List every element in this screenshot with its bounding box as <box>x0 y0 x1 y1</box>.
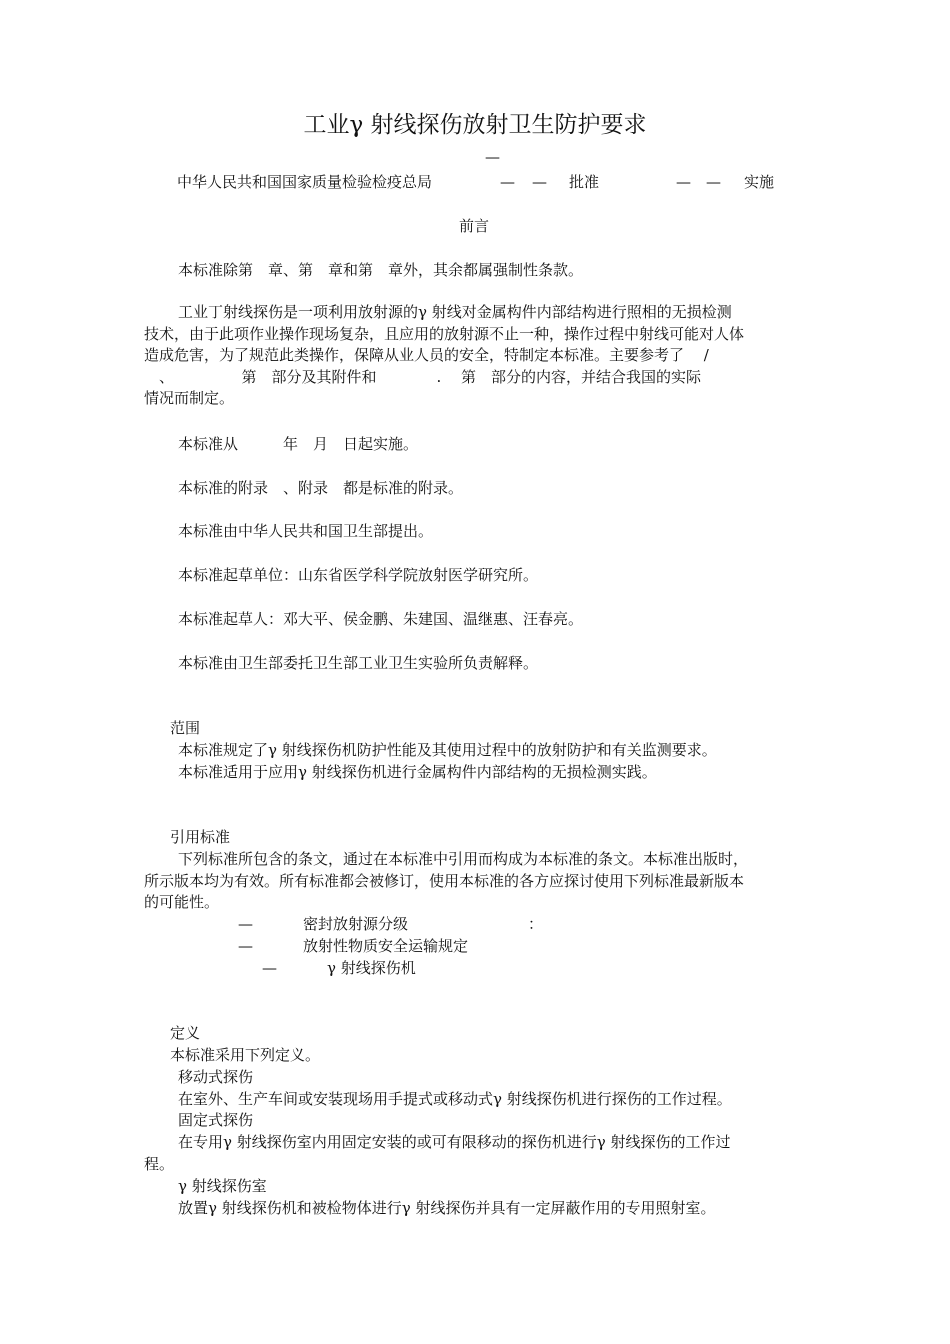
definition-term-2: 固定式探伤 <box>178 1111 254 1129</box>
definition-text-2-continued: 程。 <box>144 1155 175 1173</box>
issue-date-dash-1: — <box>500 173 515 191</box>
preface-paragraph-7: 本标准起草人：邓大平、侯金鹏、朱建国、温继惠、汪春亮。 <box>178 610 584 628</box>
scope-line-1: 本标准规定了γ 射线探伤机防护性能及其使用过程中的放射防护和有关监测要求。 <box>178 741 717 759</box>
paragraph-line: 下列标准所包含的条文，通过在本标准中引用而构成为本标准的条文。本标准出版时， <box>178 850 749 868</box>
preface-paragraph-3: 本标准从 年 月 日起实施。 <box>178 435 419 453</box>
paragraph-line: 技术，由于此项作业操作现场复杂，且应用的放射源不止一种，操作过程中射线可能对人体 <box>144 324 745 343</box>
approve-label: 批准 <box>569 173 600 191</box>
impl-date-dash-2: — <box>706 173 721 191</box>
definitions-heading: 定义 <box>170 1024 201 1042</box>
preface-paragraph-6: 本标准起草单位：山东省医学科学院放射医学研究所。 <box>178 566 539 584</box>
reference-item-dash: — <box>238 937 253 955</box>
preface-paragraph-2 <box>144 302 808 410</box>
paragraph-line: 、 第 部分及其附件和 . 第 部分的内容，并结合我国的实际 <box>144 367 702 386</box>
paragraph-line: 情况而制定。 <box>144 389 235 407</box>
reference-item-dash: — <box>262 959 277 977</box>
preface-heading: 前言 <box>459 217 490 235</box>
paragraph-line: 的可能性。 <box>144 893 220 911</box>
document-title: 工业γ 射线探伤放射卫生防护要求 <box>303 112 647 138</box>
impl-date-dash-1: — <box>676 173 691 191</box>
definition-text-1: 在室外、生产车间或安装现场用手提式或移动式γ 射线探伤机进行探伤的工作过程。 <box>178 1090 732 1108</box>
preface-paragraph-5: 本标准由中华人民共和国卫生部提出。 <box>178 522 434 540</box>
issuer-org: 中华人民共和国国家质量检验检疫总局 <box>177 173 433 191</box>
paragraph-line: 工业丁射线探伤是一项利用放射源的γ 射线对金属构件内部结构进行照相的无损检测 <box>178 303 732 321</box>
preface-paragraph-8: 本标准由卫生部委托卫生部工业卫生实验所负责解释。 <box>178 654 539 672</box>
reference-item-title: γ 射线探伤机 <box>327 959 416 977</box>
paragraph-line: 造成危害，为了规范此类操作，保障从业人员的安全，特制定本标准。主要参考了 / <box>144 346 709 364</box>
references-paragraph <box>144 849 808 914</box>
title-dash: — <box>485 148 500 166</box>
paragraph-line: 所示版本均为有效。所有标准都会被修订，使用本标准的各方应探讨使用下列标准最新版本 <box>144 871 745 890</box>
definition-text-3: 放置γ 射线探伤机和被检物体进行γ 射线探伤并具有一定屏蔽作用的专用照射室。 <box>178 1199 716 1217</box>
definition-term-1: 移动式探伤 <box>178 1068 254 1086</box>
issue-date-dash-2: — <box>532 173 547 191</box>
reference-item-suffix: ： <box>528 915 544 933</box>
definitions-intro: 本标准采用下列定义。 <box>170 1046 321 1064</box>
scope-line-2: 本标准适用于应用γ 射线探伤机进行金属构件内部结构的无损检测实践。 <box>178 763 657 781</box>
reference-item-title: 密封放射源分级 <box>303 915 409 933</box>
preface-paragraph-4: 本标准的附录 、附录 都是标准的附录。 <box>178 479 464 497</box>
reference-item-title: 放射性物质安全运输规定 <box>303 937 469 955</box>
definition-term-3: γ 射线探伤室 <box>178 1177 267 1195</box>
scope-heading: 范围 <box>170 719 201 737</box>
preface-paragraph-1: 本标准除第 章、第 章和第 章外，其余都属强制性条款。 <box>178 261 584 279</box>
references-heading: 引用标准 <box>170 828 231 846</box>
definition-text-2: 在专用γ 射线探伤室内用固定安装的或可有限移动的探伤机进行γ 射线探伤的工作过 <box>178 1133 731 1151</box>
implement-label: 实施 <box>744 173 775 191</box>
reference-item-dash: — <box>238 915 253 933</box>
